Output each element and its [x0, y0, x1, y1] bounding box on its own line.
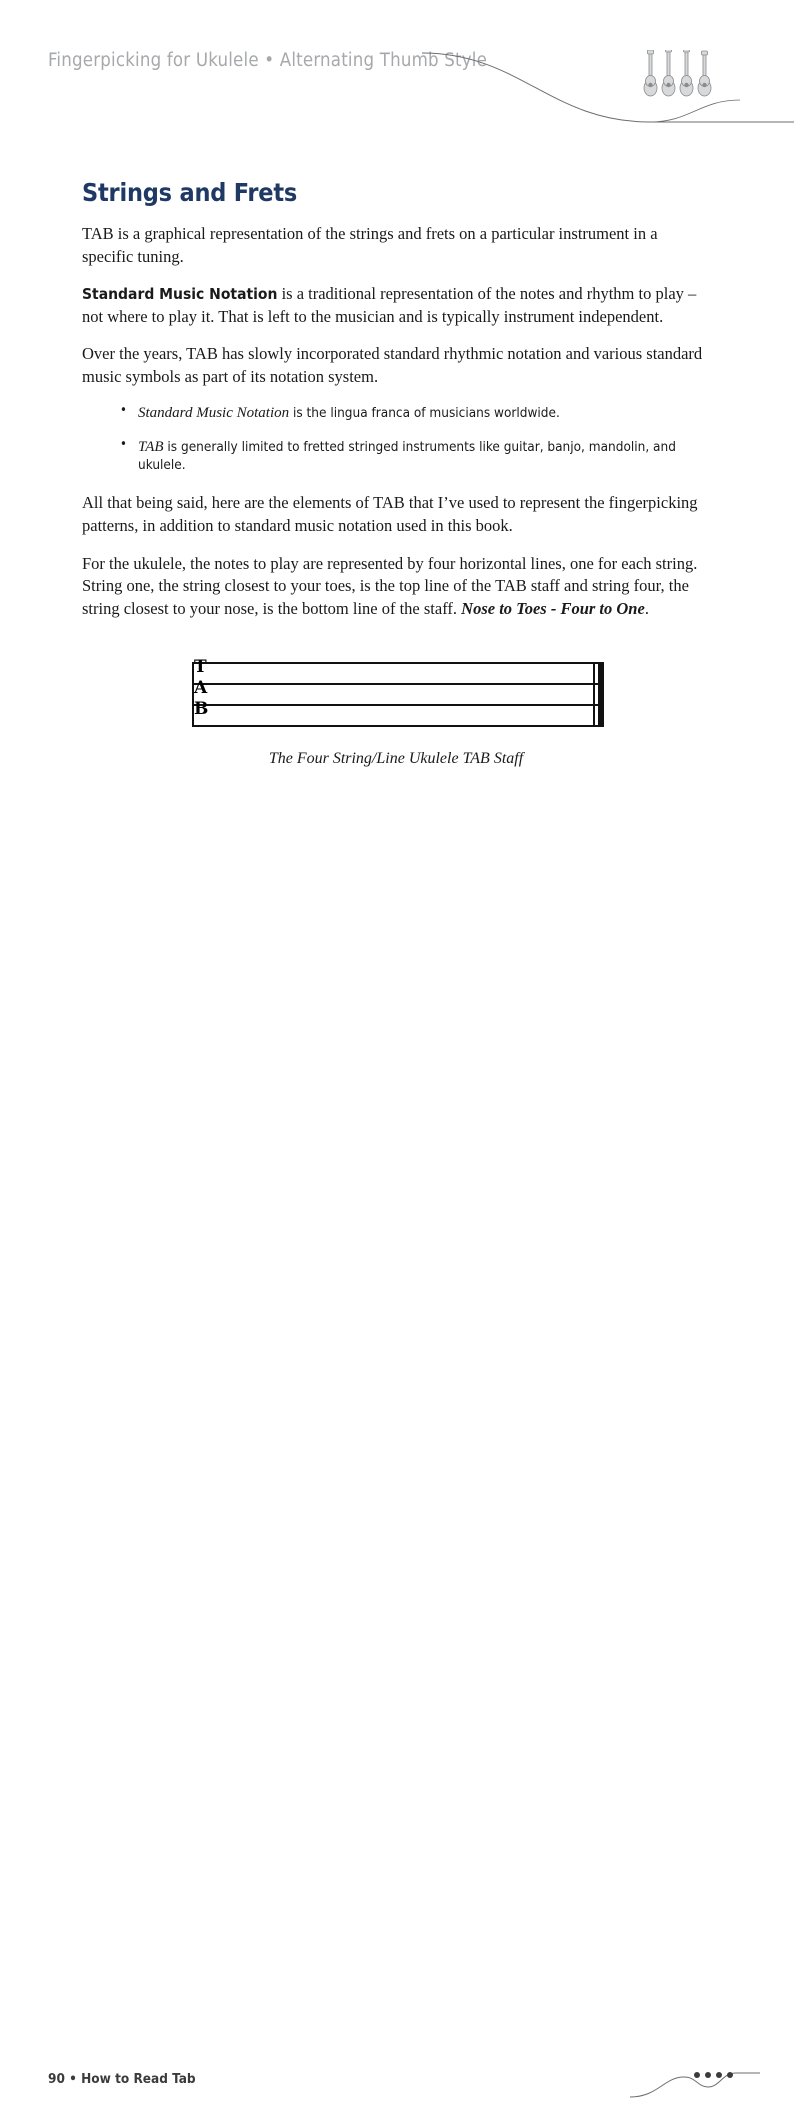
footer-page-label: 90 • How to Read Tab	[48, 2071, 196, 2087]
tab-staff-figure	[82, 657, 710, 802]
paragraph-over-the-years-text: Over the years, TAB has slowly incorporated standard rhythmic notation and various standard music symbols as part of its notation system.	[82, 344, 703, 386]
bullet-term-tab: TAB	[138, 439, 164, 456]
paragraph-standard-notation-text: is a traditional representation of the notes and rhythm to play – not where to play it. That is left to the musician and is typically instrument independent.	[82, 284, 697, 326]
footer-dot	[705, 2072, 711, 2078]
figure-caption: The Four String/Line Ukulele TAB Staff	[268, 750, 524, 768]
tab-letter-b: B	[194, 699, 209, 720]
tab-letter-a: A	[194, 678, 208, 699]
bullet-text: is the lingua franca of musicians worldwide.	[289, 404, 560, 421]
bullet-text: is generally limited to fretted stringed instruments like guitar, banjo, mandolin, and ukulele.	[138, 439, 676, 474]
emphasis-nose-to-toes: Nose to Toes - Four to One	[461, 598, 645, 618]
tab-clef-letters	[194, 657, 220, 720]
term-standard-music-notation: Standard Music Notation	[82, 285, 278, 304]
footer-dot	[727, 2072, 733, 2078]
footer-swoosh-decoration	[630, 2053, 760, 2103]
staff-line-4	[192, 725, 604, 726]
paragraph-elements-of-tab	[82, 492, 710, 537]
list-item	[138, 438, 710, 474]
page-footer	[0, 1013, 794, 2087]
paragraph-over-the-years	[82, 343, 710, 388]
page-header	[0, 0, 794, 130]
footer-dot	[694, 2072, 700, 2078]
paragraph-standard-notation	[82, 283, 710, 328]
footer-dots-decoration	[694, 2072, 733, 2078]
page-content	[82, 178, 710, 802]
paragraph-elements-of-tab-text: All that being said, here are the elements of TAB that I’ve used to represent the fingerpicking patterns, in addition to standard music notation used in this book.	[82, 493, 698, 535]
tab-staff-graphic	[192, 662, 604, 730]
ukulele-group-icon	[640, 50, 730, 112]
tab-letter-t: T	[194, 657, 207, 678]
paragraph-four-lines-text-a: For the ukulele, the notes to play are represented by four horizontal lines, one for each string. String one, the string closest to your toes, is the top line of the TAB staff and string four, the string closest to your nose, is the bottom line of the staff.	[82, 553, 698, 618]
staff-line-1	[192, 662, 604, 663]
paragraph-four-lines	[82, 553, 710, 621]
header-swoosh-decoration	[400, 30, 794, 130]
bullet-list	[82, 404, 710, 475]
paragraph-intro-text: TAB is a graphical representation of the strings and frets on a particular instrument in a specific tuning.	[82, 224, 658, 266]
bullet-term-standard-music-notation: Standard Music Notation	[138, 404, 290, 421]
footer-dot	[716, 2072, 722, 2078]
paragraph-intro	[82, 223, 710, 268]
staff-line-3	[192, 704, 604, 705]
running-title: Fingerpicking for Ukulele • Alternating Thumb Style	[48, 50, 488, 71]
staff-line-2	[192, 683, 604, 684]
staff-barline-end-thin	[593, 662, 595, 726]
paragraph-four-lines-text-b: .	[644, 598, 649, 618]
list-item	[138, 404, 710, 423]
staff-barline-end-thick	[598, 662, 604, 726]
page-title: Strings and Frets	[82, 178, 298, 207]
